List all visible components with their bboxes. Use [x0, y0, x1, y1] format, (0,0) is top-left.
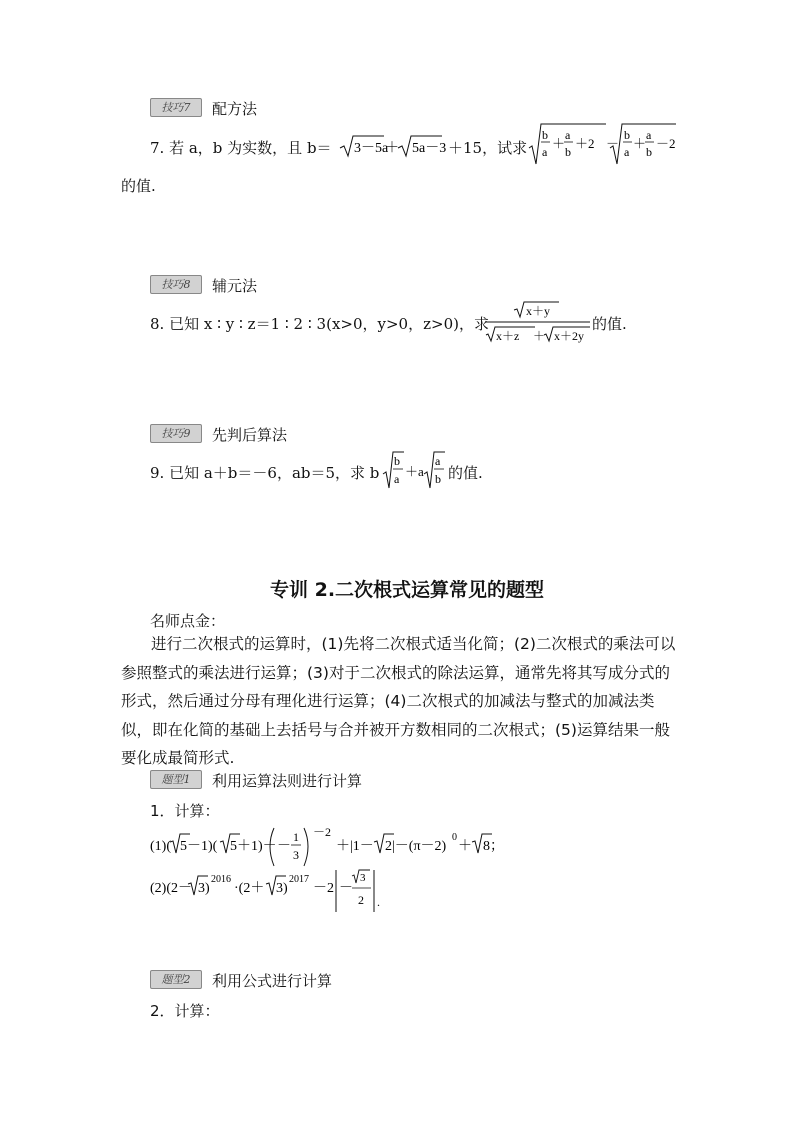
section-tag: 技巧8 — [150, 275, 202, 294]
svg-text:＋: ＋ — [385, 141, 399, 156]
svg-text:a: a — [542, 145, 548, 159]
section-tag: 技巧7 — [150, 98, 202, 117]
svg-text:a: a — [435, 454, 441, 468]
svg-text:2016: 2016 — [211, 874, 231, 885]
svg-text:＋|1－: ＋|1－ — [336, 839, 374, 854]
svg-text:b: b — [624, 128, 630, 142]
svg-text:x＋2y: x＋2y — [554, 329, 585, 343]
intro-label: 名师点金： — [150, 612, 226, 630]
section-heading: 辅元法 — [212, 277, 258, 295]
svg-text:3: 3 — [293, 848, 299, 862]
section-heading: 先判后算法 — [212, 426, 288, 444]
svg-text:0: 0 — [452, 832, 457, 843]
svg-text:a: a — [624, 145, 630, 159]
svg-text:＋: ＋ — [458, 839, 472, 854]
svg-text:b: b — [565, 145, 571, 159]
svg-text:x＋y: x＋y — [526, 304, 551, 318]
svg-text:2: 2 — [358, 893, 364, 907]
svg-text:－: － — [339, 881, 353, 896]
problem-2-label: 2．计算： — [150, 1002, 220, 1020]
type-heading: 利用公式进行计算 — [212, 972, 333, 990]
problem-9-end: 的值. — [448, 464, 483, 482]
problem-number: 9. — [150, 464, 165, 482]
svg-text:－: － — [277, 839, 291, 854]
problem-text: 已知 x ∶ y ∶ z＝1 ∶ 2 ∶ 3(x>0，y>0，z>0)，求 — [169, 315, 489, 333]
svg-text:1: 1 — [293, 830, 299, 844]
svg-text:＋2: ＋2 — [575, 136, 595, 151]
problem-text: 已知 a＋b＝－6，ab＝5，求 b — [169, 464, 380, 482]
svg-text:b: b — [394, 454, 400, 468]
svg-text:3－5a: 3－5a — [354, 141, 389, 156]
svg-text:－2: －2 — [313, 825, 332, 839]
svg-text:·(2＋: ·(2＋ — [234, 881, 265, 896]
svg-text:.: . — [377, 895, 380, 909]
type-tag: 题型2 — [150, 970, 202, 989]
svg-text:3): 3) — [276, 881, 288, 896]
svg-text:－: － — [606, 136, 620, 151]
problem-7-expression — [528, 118, 678, 170]
problem-7-mid: ＋15，试求 — [448, 139, 528, 157]
problem-1-label: 1．计算： — [150, 802, 220, 820]
svg-text:5a－3: 5a－3 — [412, 141, 447, 156]
svg-text:3: 3 — [360, 872, 366, 884]
svg-text:5－1)(: 5－1)( — [180, 839, 218, 854]
problem-8-end: 的值. — [592, 315, 627, 333]
svg-text:(2)(2－: (2)(2－ — [150, 881, 192, 896]
problem-number: 8. — [150, 315, 165, 333]
problem-9-expression — [382, 446, 446, 494]
svg-text:－2: －2 — [656, 136, 676, 151]
svg-text:b: b — [542, 128, 548, 142]
type-tag: 题型1 — [150, 770, 202, 789]
section-heading: 配方法 — [212, 100, 258, 118]
svg-text:(1)(: (1)( — [150, 839, 171, 854]
problem-9-line — [150, 462, 379, 483]
problem-number: 7. — [150, 139, 165, 157]
svg-text:＋: ＋ — [533, 329, 546, 343]
svg-text:x＋z: x＋z — [496, 329, 520, 343]
svg-text:2|－(π－2): 2|－(π－2) — [385, 839, 447, 854]
svg-text:a: a — [565, 128, 571, 142]
problem-1-part-1 — [150, 822, 530, 872]
problem-1-part-2 — [150, 866, 400, 918]
svg-text:5＋1)－: 5＋1)－ — [230, 839, 277, 854]
svg-text:b: b — [646, 145, 652, 159]
svg-text:a: a — [394, 472, 400, 486]
problem-7-line — [150, 137, 332, 158]
svg-text:b: b — [435, 472, 441, 486]
section-tag: 技巧9 — [150, 424, 202, 443]
svg-text:a: a — [646, 128, 652, 142]
svg-text:－2: －2 — [313, 881, 334, 896]
page-title: 专训 2.二次根式运算常见的题型 — [270, 579, 545, 601]
svg-text:＋: ＋ — [633, 136, 647, 151]
svg-text:＋a: ＋a — [405, 464, 424, 479]
svg-text:8；: 8； — [483, 839, 504, 854]
problem-8-line — [150, 313, 489, 334]
problem-text: 若 a，b 为实数，且 b＝ — [169, 139, 332, 157]
problem-8-fraction — [484, 298, 594, 348]
problem-7-end: 的值. — [121, 177, 156, 195]
type-heading: 利用运算法则进行计算 — [212, 772, 363, 790]
svg-text:2017: 2017 — [289, 874, 309, 885]
intro-paragraph: 进行二次根式的运算时，(1)先将二次根式适当化简；(2)二次根式的乘法可以参照整式的乘法进行运算；(3)对于二次根式的除法运算，通常先将其写成分式的形式，然后通过分母有理化进行运算；(4)二次根式的加减法与整式的加减法类似，即在化简的基础上去括号与合并被开方数相同的二次根式；(5)运算结果一般要化成最简形式. — [121, 635, 676, 767]
svg-text:＋: ＋ — [552, 136, 566, 151]
svg-text:3): 3) — [198, 881, 210, 896]
